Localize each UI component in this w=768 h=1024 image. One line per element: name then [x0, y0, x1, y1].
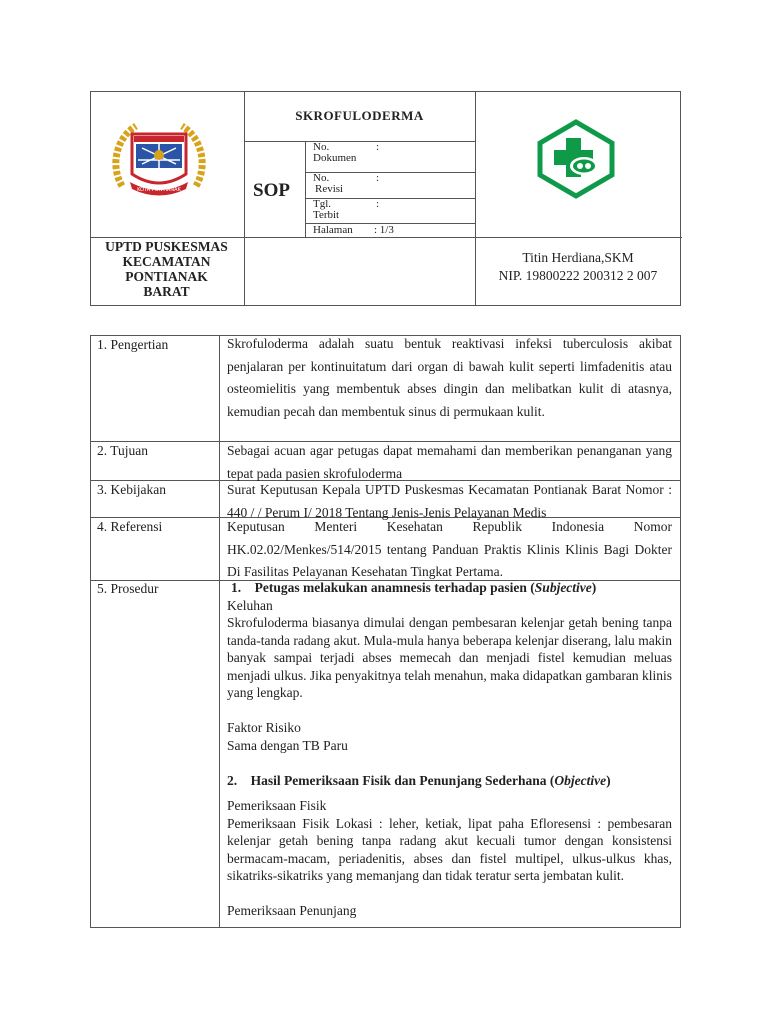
prosedur-heading-2 [227, 772, 672, 790]
penunjang-label: Pemeriksaan Penunjang [227, 903, 357, 918]
prosedur-content [227, 579, 672, 920]
heading-close: ) [606, 772, 611, 788]
header-divider [244, 237, 475, 238]
heading-number: 1. [231, 580, 242, 595]
heading-close: ) [591, 580, 597, 595]
field-label: Dokumen [313, 152, 357, 164]
referensi-text: Keputusan Menteri Kesehatan Republik Indonesia Nomor HK.02.02/Menkes/514/2015 tentang Panduan Praktis Klinis Klinis Bagi Dokter Di Fasilitas Pelayanan Kesehatan Tingkat Pertama. [227, 519, 672, 579]
fisik-label: Pemeriksaan Fisik [227, 798, 327, 813]
org-line: KECAMATAN [122, 254, 211, 269]
field-colon: : [376, 141, 380, 153]
field-label: Halaman [313, 224, 353, 236]
heading-text: Petugas melakukan anamnesis terhadap pasien ( [254, 580, 535, 595]
kota-pontianak-emblem [112, 118, 206, 200]
field-label: Terbit [313, 209, 340, 221]
field-label: No. [313, 141, 330, 153]
field-label: Revisi [315, 183, 344, 195]
header-divider [244, 141, 475, 142]
sop-label: SOP [253, 180, 290, 201]
field-colon: : [376, 172, 380, 184]
puskesmas-logo [534, 119, 618, 199]
section-label-prosedur: 5. Prosedur [97, 581, 159, 596]
faktor-text: Sama dengan TB Paru [227, 737, 348, 753]
signer-name: Titin Herdiana,SKM [522, 250, 634, 265]
field-label: Tgl. [313, 198, 332, 210]
org-line: BARAT [143, 284, 190, 299]
pengertian-text: Skrofuloderma adalah suatu bentuk reaktivasi infeksi tuberculosis akibat penjalaran per kontinuitatum dari organ di bawah kulit seperti limfadenitis atau osteomielitis yang membentuk abses dingin dan melibatkan kulit di atasnya, kemudian pecah dan membentuk sinus di permukaan kulit. [227, 336, 672, 419]
table-divider [219, 336, 220, 927]
org-name [90, 239, 243, 299]
kebijakan-text: Surat Keputusan Kepala UPTD Puskesmas Kecamatan Pontianak Barat Nomor : 440 / / Perum I/ 2018 Tentang Jenis-Jenis Pelayanan Medis [227, 482, 672, 520]
prosedur-heading-1 [227, 579, 672, 597]
signer-block [476, 249, 680, 285]
svg-text:KOTA PONTIANAK: KOTA PONTIANAK [137, 187, 181, 193]
keluhan-label: Keluhan [227, 597, 273, 613]
heading-text: Hasil Pemeriksaan Fisik dan Penunjang Sederhana ( [250, 772, 555, 788]
section-label-referensi: 4. Referensi [97, 519, 163, 534]
signer-nip: NIP. 19800222 200312 2 007 [498, 268, 658, 283]
keluhan-text: Skrofuloderma biasanya dimulai dengan pembesaran kelenjar getah bening tanpa tanda-tanda radang akut. Mula-mula hanya beberapa kelenjar diserang, lalu makin banyak sampai terjadi abses memecah dan menjadi fistel kemudian meluas menjadi ulkus. Jika penyakitnya telah menahun, maka didapatkan gambaran klinis yang lengkap. [227, 615, 672, 700]
header-divider [475, 237, 682, 238]
tujuan-text: Sebagai acuan agar petugas dapat memahami dan memberikan penanganan yang tepat pada pasien skrofuloderma [227, 443, 672, 481]
heading-italic: Subjective [534, 580, 592, 595]
page-title: SKROFULODERMA [295, 108, 424, 123]
field-label: No. [313, 172, 330, 184]
header-divider [91, 237, 244, 238]
org-line: UPTD PUSKESMAS [105, 239, 228, 254]
org-line: PONTIANAK [125, 269, 208, 284]
section-label-tujuan: 2. Tujuan [97, 443, 149, 458]
section-label-pengertian: 1. Pengertian [97, 337, 169, 352]
heading-italic: Objective [554, 772, 607, 788]
heading-number: 2. [227, 772, 238, 788]
faktor-label: Faktor Risiko [227, 720, 301, 735]
section-label-kebijakan: 3. Kebijakan [97, 482, 166, 497]
fisik-text: Pemeriksaan Fisik Lokasi : leher, ketiak, lipat paha Efloresensi : pembesaran kelenjar getah bening tanpa radang akut kecuali tumor dengan konsistensi bermacam-macam, periadenitis, abses dan fistel multipel, ulkus-ulkus khas, sikatriks-sikatriks yang memanjang dan tidak teratur serta jembatan kulit. [227, 815, 672, 883]
field-value: : 1/3 [374, 224, 394, 236]
field-colon: : [376, 198, 380, 210]
header-divider [305, 172, 475, 173]
